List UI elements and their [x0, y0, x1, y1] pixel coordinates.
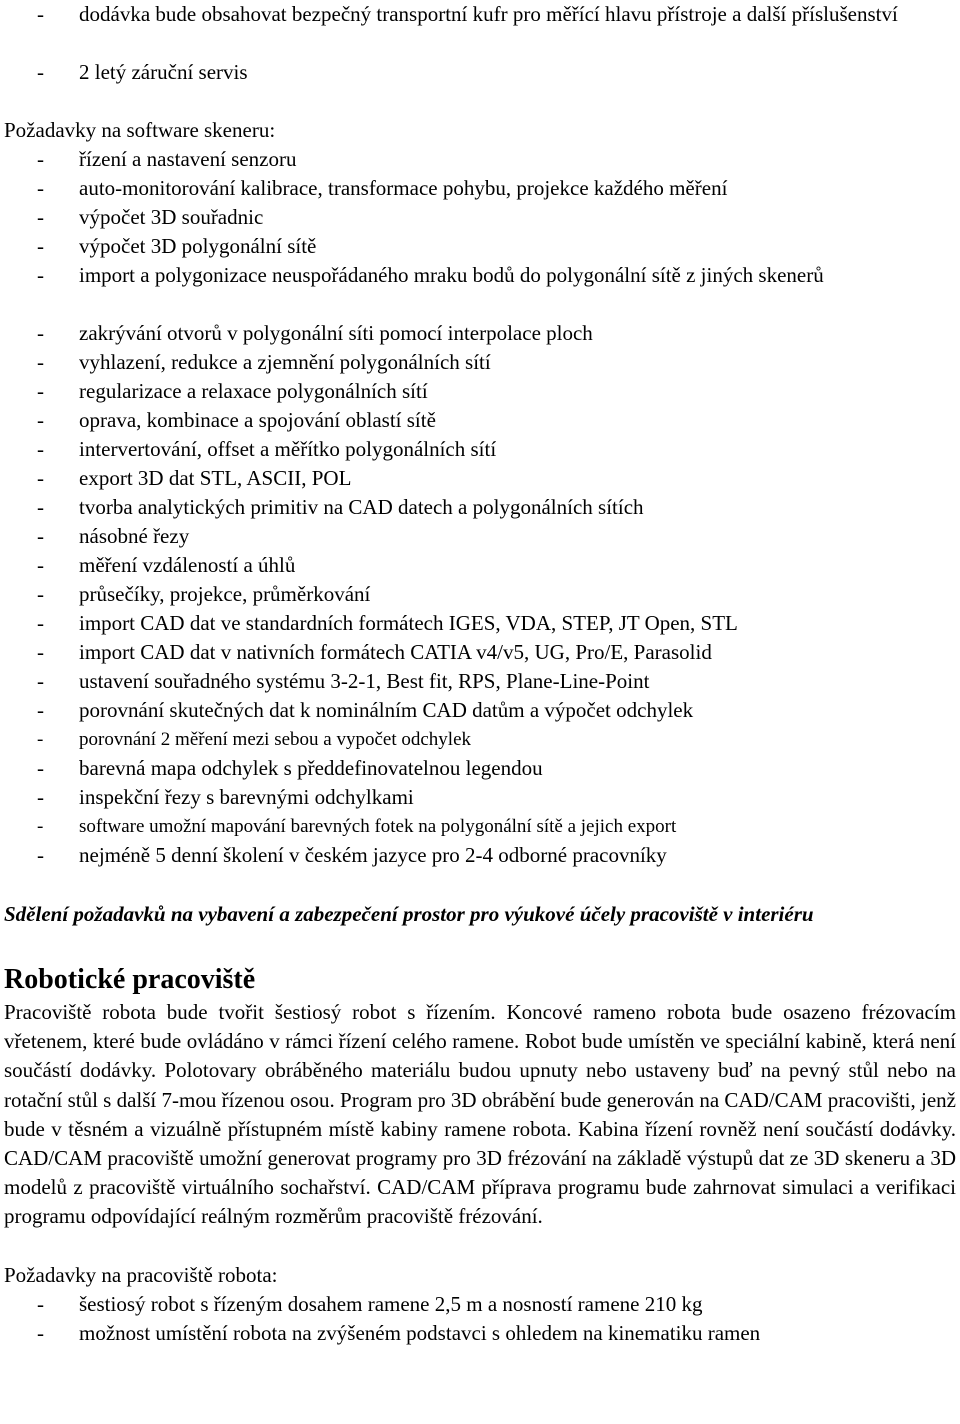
list-item [4, 0, 956, 58]
bullet-text: výpočet 3D polygonální sítě [79, 234, 317, 258]
bullet-text: regularizace a relaxace polygonálních sítí [79, 379, 428, 403]
list-item [4, 638, 956, 667]
bullet-text: průsečíky, projekce, průměrkování [79, 582, 371, 606]
list-item [4, 232, 956, 261]
bullet-dash: - [37, 437, 44, 461]
list-item [4, 493, 956, 522]
section-notice: Sdělení požadavků na vybavení a zabezpečení prostor pro výukové účely pracoviště v interiéru [4, 902, 814, 926]
bullet-dash: - [37, 756, 44, 780]
bullet-dash: - [37, 379, 44, 403]
list-item [4, 580, 956, 609]
bullet-dash: - [37, 350, 44, 374]
bullet-dash: - [37, 582, 44, 606]
bullet-text: export 3D dat STL, ASCII, POL [79, 466, 352, 490]
list-item [4, 1290, 956, 1319]
list-item [4, 667, 956, 696]
bullet-dash: - [37, 524, 44, 548]
list-item [4, 348, 956, 377]
list-item [4, 522, 956, 551]
software-bullet-list [4, 145, 956, 870]
bullet-text: vyhlazení, redukce a zjemnění polygonálních sítí [79, 350, 491, 374]
bullet-dash: - [37, 729, 44, 750]
bullet-dash: - [37, 321, 44, 345]
bullet-dash: - [37, 176, 44, 200]
list-item [4, 696, 956, 725]
bullet-dash: - [37, 553, 44, 577]
bullet-text: měření vzdáleností a úhlů [79, 553, 296, 577]
bullet-text: auto-monitorování kalibrace, transformace pohybu, projekce každého měření [79, 176, 728, 200]
bullet-dash: - [37, 1320, 44, 1345]
bullet-dash: - [37, 408, 44, 432]
list-item [4, 203, 956, 232]
list-item [4, 754, 956, 783]
spacer [4, 1232, 956, 1261]
bullet-text: porovnání skutečných dat k nominálním CAD datům a výpočet odchylek [79, 698, 694, 722]
bullet-text: řízení a nastavení senzoru [79, 147, 297, 171]
list-item [4, 812, 956, 841]
bullet-text: nejméně 5 denní školení v českém jazyce pro 2-4 odborné pracovníky [79, 843, 667, 867]
bullet-text: dodávka bude obsahovat bezpečný transportní kufr pro měřící hlavu přístroje a další příslušenství [79, 2, 898, 26]
bullet-text: tvorba analytických primitiv na CAD datech a polygonálních sítích [79, 495, 644, 519]
document-page [4, 0, 956, 1348]
bullet-dash: - [37, 2, 44, 26]
bullet-text: import CAD dat ve standardních formátech IGES, VDA, STEP, JT Open, STL [79, 611, 738, 635]
bullet-text: barevná mapa odchylek s předdefinovatelnou legendou [79, 756, 543, 780]
bullet-dash: - [37, 669, 44, 693]
bullet-dash: - [37, 611, 44, 635]
bullet-dash: - [37, 1291, 44, 1316]
list-item [4, 841, 956, 870]
bullet-dash: - [37, 466, 44, 490]
spacer [4, 87, 956, 116]
bullet-text: výpočet 3D souřadnic [79, 205, 264, 229]
bullet-dash: - [37, 698, 44, 722]
bullet-text: inspekční řezy s barevnými odchylkami [79, 785, 414, 809]
list-item [4, 783, 956, 812]
bullet-text: zakrývání otvorů v polygonální síti pomocí interpolace ploch [79, 321, 593, 345]
bullet-dash: - [37, 843, 44, 867]
bullet-text: násobné řezy [79, 524, 190, 548]
robot-description-paragraph: Pracoviště robota bude tvořit šestiosý robot s řízením. Koncové rameno robota bude osazeno frézovacím vřetenem, které bude ovládáno v rámci řízení celého ramene. Robot bude umístěn ve speciální kabině, která není součástí dodávky. Polotovary obráběného materiálu budou upnuty nebo ustaveny buď na pevný stůl nebo na rotační stůl s další 7-mou řízenou osou. Program pro 3D obrábění bude generován na CAD/CAM pracovišti, jenž bude v těsném a vizuálně přístupném místě kabiny ramene robota. Kabina řízení rovněž není součástí dodávky. CAD/CAM pracoviště umožní generovat programy pro 3D frézování na základě výstupů dat ze 3D skeneru a 3D modelů z pracoviště virtuálního sochařství. CAD/CAM příprava programu bude zahrnovat simulaci a verifikaci programu odpovídající reálným rozměrům pracoviště frézování. [4, 1000, 956, 1229]
bullet-dash: - [37, 816, 44, 837]
list-item [4, 725, 956, 754]
bullet-text: intervertování, offset a měřítko polygonálních sítí [79, 437, 497, 461]
list-item [4, 464, 956, 493]
bullet-dash: - [37, 234, 44, 258]
bullet-text: porovnání 2 měření mezi sebou a vypočet odchylek [79, 729, 472, 750]
robot-bullet-list [4, 1290, 956, 1348]
bullet-text: import CAD dat v nativních formátech CATIA v4/v5, UG, Pro/E, Parasolid [79, 640, 712, 664]
bullet-text: software umožní mapování barevných fotek na polygonální sítě a jejich export [79, 816, 677, 837]
list-item [4, 261, 956, 319]
list-item [4, 174, 956, 203]
bullet-text: šestiosý robot s řízeným dosahem ramene 2,5 m a nosností ramene 210 kg [79, 1291, 703, 1316]
list-item [4, 319, 956, 348]
list-item [4, 377, 956, 406]
list-item [4, 435, 956, 464]
bullet-dash: - [37, 495, 44, 519]
list-item [4, 609, 956, 638]
bullet-dash: - [37, 640, 44, 664]
bullet-text: možnost umístění robota na zvýšeném podstavci s ohledem na kinematiku ramen [79, 1320, 761, 1345]
list-item [4, 145, 956, 174]
bullet-dash: - [37, 785, 44, 809]
bullet-dash: - [37, 60, 44, 84]
list-item [4, 1319, 956, 1348]
bullet-text: 2 letý záruční servis [79, 60, 248, 84]
top-bullet-list [4, 0, 956, 87]
robot-requirements-heading: Požadavky na pracoviště robota: [4, 1262, 278, 1287]
bullet-dash: - [37, 205, 44, 229]
list-item [4, 551, 956, 580]
list-item [4, 406, 956, 435]
bullet-dash: - [37, 147, 44, 171]
software-requirements-heading: Požadavky na software skeneru: [4, 118, 276, 142]
bullet-text: import a polygonizace neuspořádaného mraku bodů do polygonální sítě z jiných skenerů [79, 263, 824, 287]
bullet-dash: - [37, 263, 44, 287]
bullet-text: oprava, kombinace a spojování oblastí sítě [79, 408, 436, 432]
bullet-text: ustavení souřadného systému 3-2-1, Best fit, RPS, Plane-Line-Point [79, 669, 650, 693]
section-heading: Robotické pracoviště [4, 964, 256, 995]
list-item [4, 58, 956, 87]
